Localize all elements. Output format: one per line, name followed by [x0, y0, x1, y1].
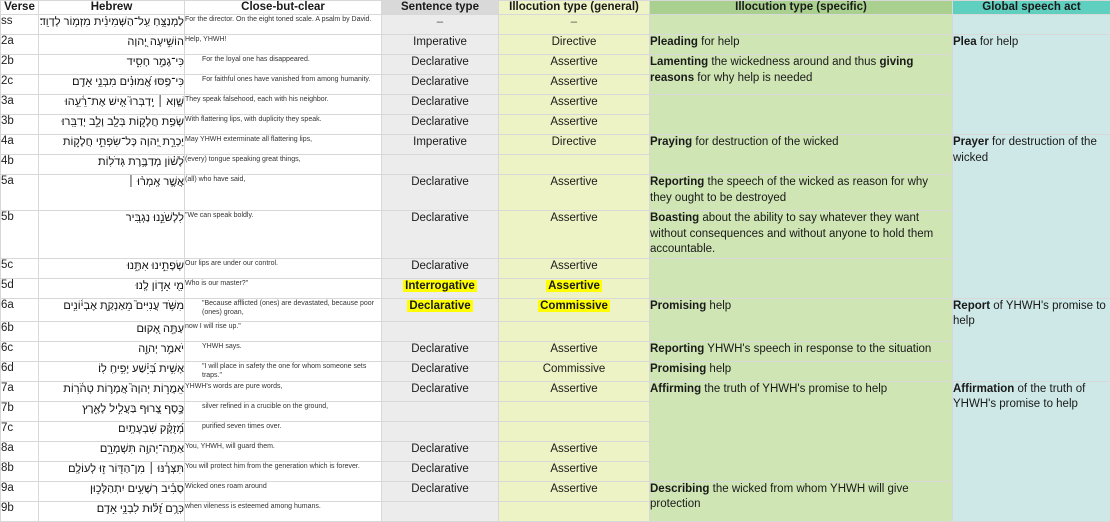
cell-close-but-clear: May YHWH exterminate all flattering lips,	[185, 135, 382, 155]
cell-sentence-type: Declarative	[382, 481, 499, 501]
cell-hebrew: שְׂפַ֥ת חֲלָק֑וֹת בְּלֵ֖ב וָלֵ֣ב יְדַבֵּֽרוּ׃	[39, 115, 185, 135]
cell-close-but-clear: "Because afflicted (ones) are devastated, because poor (ones) groan,	[185, 298, 382, 321]
cell-verse: 7c	[1, 421, 39, 441]
cell-hebrew: מְ֝זֻקָּ֗ק שִׁבְעָתָֽיִם׃	[39, 421, 185, 441]
column-header-close-but-clear: Close-but-clear	[185, 1, 382, 15]
cell-hebrew: סָבִ֗יב רְשָׁעִ֥ים יִתְהַלָּכ֑וּן	[39, 481, 185, 501]
cell-verse: 8a	[1, 441, 39, 461]
cell-illocution-general: Assertive	[499, 381, 650, 401]
table-header	[1, 1, 1110, 15]
header-row	[1, 1, 1110, 15]
cell-hebrew: אָשִׁ֥ית בְּ֝יֵ֗שַׁע יָפִ֥יחַֽ לֽוֹ׃	[39, 361, 185, 381]
cell-illocution-general	[499, 421, 650, 441]
table-row	[1, 135, 1110, 155]
table-row	[1, 175, 1110, 211]
cell-illocution-specific: Affirming the truth of YHWH's promise to help	[650, 381, 953, 481]
column-header-verse: Verse	[1, 1, 39, 15]
table-row	[1, 361, 1110, 381]
cell-global-speech-act: Plea for help	[953, 35, 1110, 135]
cell-hebrew: לַמְנַצֵּ֥חַ עַֽל־הַשְּׁמִינִ֗ית מִזְמ֥וֹר לְדָוִֽד׃	[39, 15, 185, 35]
cell-verse: 5c	[1, 258, 39, 278]
table-body	[1, 15, 1110, 522]
cell-close-but-clear: (all) who have said,	[185, 175, 382, 211]
cell-sentence-type: Declarative	[382, 258, 499, 278]
cell-verse: 9a	[1, 481, 39, 501]
cell-verse: 9b	[1, 501, 39, 521]
cell-illocution-general: Directive	[499, 135, 650, 155]
cell-close-but-clear: Help, YHWH!	[185, 35, 382, 55]
cell-close-but-clear: Our lips are under our control.	[185, 258, 382, 278]
table-row	[1, 95, 1110, 115]
cell-illocution-general: Assertive	[499, 278, 650, 298]
cell-illocution-general: Assertive	[499, 115, 650, 135]
cell-illocution-general: Assertive	[499, 461, 650, 481]
cell-sentence-type: Declarative	[382, 115, 499, 135]
cell-global-speech-act: Prayer for destruction of the wicked	[953, 135, 1110, 299]
cell-verse: 2a	[1, 35, 39, 55]
cell-close-but-clear: For faithful ones have vanished from among humanity.	[185, 75, 382, 95]
cell-verse: 8b	[1, 461, 39, 481]
cell-verse: 5d	[1, 278, 39, 298]
cell-verse: 7b	[1, 401, 39, 421]
cell-illocution-general: –	[499, 15, 650, 35]
cell-hebrew: יֹאמַ֣ר יְהוָ֑ה	[39, 341, 185, 361]
cell-hebrew: שְׂפָתֵ֣ינוּ אִתָּ֑נוּ	[39, 258, 185, 278]
cell-sentence-type: Declarative	[382, 361, 499, 381]
table-row	[1, 35, 1110, 55]
cell-illocution-general: Assertive	[499, 211, 650, 259]
cell-illocution-general: Commissive	[499, 298, 650, 321]
cell-sentence-type: –	[382, 15, 499, 35]
table-row	[1, 211, 1110, 259]
cell-illocution-specific	[650, 258, 953, 298]
cell-sentence-type: Declarative	[382, 461, 499, 481]
cell-hebrew: כִּי־פַ֥סּוּ אֱ֝מוּנִ֗ים מִבְּנֵ֥י אָדָֽם׃	[39, 75, 185, 95]
cell-sentence-type: Declarative	[382, 75, 499, 95]
cell-illocution-specific: Promising help	[650, 298, 953, 341]
cell-verse: 6a	[1, 298, 39, 321]
cell-close-but-clear: now I will rise up."	[185, 321, 382, 341]
cell-verse: 5a	[1, 175, 39, 211]
cell-verse: 7a	[1, 381, 39, 401]
cell-verse: 5b	[1, 211, 39, 259]
cell-hebrew: כְּרֻ֥ם זֻ֝לּ֗וּת לִבְנֵ֥י אָדָֽם׃	[39, 501, 185, 521]
table-row	[1, 341, 1110, 361]
cell-sentence-type	[382, 321, 499, 341]
cell-illocution-specific: Reporting the speech of the wicked as reason for why they ought to be destroyed	[650, 175, 953, 211]
cell-illocution-general: Assertive	[499, 441, 650, 461]
cell-sentence-type	[382, 501, 499, 521]
cell-hebrew: שָׁ֤וְא ׀ יְֽדַבְּרוּ֮ אִ֤ישׁ אֶת־רֵ֫עֵ֥הוּ	[39, 95, 185, 115]
cell-illocution-general	[499, 155, 650, 175]
cell-close-but-clear: Wicked ones roam around	[185, 481, 382, 501]
cell-illocution-specific: Pleading for help	[650, 35, 953, 55]
cell-illocution-general	[499, 501, 650, 521]
cell-global-speech-act	[953, 15, 1110, 35]
cell-close-but-clear: "I will place in safety the one for whom someone sets traps."	[185, 361, 382, 381]
cell-sentence-type: Declarative	[382, 175, 499, 211]
cell-close-but-clear: "We can speak boldly.	[185, 211, 382, 259]
cell-illocution-specific: Boasting about the ability to say whatever they want without consequences and without anyone to hold them accountable.	[650, 211, 953, 259]
column-header-global-speech-act: Global speech act	[953, 1, 1110, 15]
cell-close-but-clear: You will protect him from the generation which is forever.	[185, 461, 382, 481]
cell-illocution-general: Assertive	[499, 481, 650, 501]
column-header-illocution-specific: Illocution type (specific)	[650, 1, 953, 15]
cell-close-but-clear: purified seven times over.	[185, 421, 382, 441]
cell-illocution-general: Assertive	[499, 175, 650, 211]
cell-illocution-specific: Praying for destruction of the wicked	[650, 135, 953, 175]
cell-close-but-clear: They speak falsehood, each with his neighbor.	[185, 95, 382, 115]
cell-close-but-clear: YHWH says.	[185, 341, 382, 361]
cell-global-speech-act: Affirmation of the truth of YHWH's promise to help	[953, 381, 1110, 521]
cell-illocution-specific: Lamenting the wickedness around and thus giving reasons for why help is needed	[650, 55, 953, 95]
cell-illocution-specific	[650, 15, 953, 35]
cell-sentence-type: Interrogative	[382, 278, 499, 298]
cell-illocution-general: Assertive	[499, 258, 650, 278]
cell-sentence-type: Declarative	[382, 441, 499, 461]
cell-sentence-type: Declarative	[382, 298, 499, 321]
column-header-illocution-general: Illocution type (general)	[499, 1, 650, 15]
cell-close-but-clear: (every) tongue speaking great things,	[185, 155, 382, 175]
cell-sentence-type	[382, 401, 499, 421]
cell-hebrew: הוֹשִׁ֣יעָה יְ֭הוָה	[39, 35, 185, 55]
cell-close-but-clear: silver refined in a crucible on the ground,	[185, 401, 382, 421]
column-header-sentence-type: Sentence type	[382, 1, 499, 15]
column-header-hebrew: Hebrew	[39, 1, 185, 15]
cell-verse: 6c	[1, 341, 39, 361]
cell-sentence-type: Declarative	[382, 381, 499, 401]
cell-hebrew: עַתָּ֣ה אָ֭קוּם	[39, 321, 185, 341]
cell-illocution-general: Assertive	[499, 341, 650, 361]
cell-illocution-specific: Reporting YHWH's speech in response to the situation	[650, 341, 953, 361]
cell-verse: 3b	[1, 115, 39, 135]
cell-close-but-clear: when vileness is esteemed among humans.	[185, 501, 382, 521]
cell-hebrew: לָ֝שׁ֗וֹן מְדַבֶּ֥רֶת גְּדֹלֽוֹת׃	[39, 155, 185, 175]
cell-hebrew: לִלְשֹׁנֵ֣נוּ נַגְבִּ֭יר	[39, 211, 185, 259]
cell-close-but-clear: For the loyal one has disappeared.	[185, 55, 382, 75]
cell-hebrew: כֶּ֣סֶף צָ֭רוּף בַּעֲלִ֣יל לָאָ֑רֶץ	[39, 401, 185, 421]
cell-sentence-type	[382, 155, 499, 175]
cell-sentence-type: Declarative	[382, 55, 499, 75]
cell-sentence-type: Declarative	[382, 341, 499, 361]
cell-sentence-type	[382, 421, 499, 441]
cell-close-but-clear: With flattering lips, with duplicity they speak.	[185, 115, 382, 135]
cell-verse: 4a	[1, 135, 39, 155]
cell-verse: 6d	[1, 361, 39, 381]
cell-illocution-general	[499, 401, 650, 421]
table-row	[1, 258, 1110, 278]
table-row	[1, 298, 1110, 321]
cell-verse: 6b	[1, 321, 39, 341]
cell-hebrew: אֲשֶׁ֤ר אָֽמְר֨וּ ׀	[39, 175, 185, 211]
cell-verse: 3a	[1, 95, 39, 115]
cell-illocution-general: Assertive	[499, 55, 650, 75]
cell-illocution-general	[499, 321, 650, 341]
cell-close-but-clear: For the director. On the eight toned scale. A psalm by David.	[185, 15, 382, 35]
cell-hebrew: כִּי־גָמַ֣ר חָסִ֑יד	[39, 55, 185, 75]
cell-hebrew: אִֽמֲר֣וֹת יְהוָה֮ אֲמָר֪וֹת טְהֹ֫ר֥וֹת	[39, 381, 185, 401]
table-row	[1, 55, 1110, 75]
table-row	[1, 481, 1110, 501]
cell-hebrew: יַכְרֵ֣ת יְ֭הוָה כָּל־שִׂפְתֵ֣י חֲלָק֑וֹת	[39, 135, 185, 155]
cell-global-speech-act: Report of YHWH's promise to help	[953, 298, 1110, 381]
cell-illocution-general: Assertive	[499, 95, 650, 115]
cell-verse: 4b	[1, 155, 39, 175]
cell-hebrew: אַתָּֽה־יְהוָ֥ה תִּשְׁמְרֵ֑ם	[39, 441, 185, 461]
cell-sentence-type: Declarative	[382, 95, 499, 115]
cell-illocution-general: Assertive	[499, 75, 650, 95]
cell-hebrew: מִשֹּׁ֥ד עֲנִיִּים֮ מֵאַנְקַ֪ת אֶבְי֫וֹנִ֥ים	[39, 298, 185, 321]
table-row	[1, 381, 1110, 401]
cell-verse: ss	[1, 15, 39, 35]
cell-hebrew: תִּצְּרֶ֓נּוּ ׀ מִן־הַדּ֖וֹר ז֣וּ לְעוֹלָֽם׃	[39, 461, 185, 481]
cell-illocution-general: Directive	[499, 35, 650, 55]
cell-close-but-clear: Who is our master?"	[185, 278, 382, 298]
cell-hebrew: מִ֖י אָד֣וֹן לָֽנוּ׃	[39, 278, 185, 298]
cell-sentence-type: Imperative	[382, 35, 499, 55]
cell-illocution-general: Commissive	[499, 361, 650, 381]
cell-verse: 2c	[1, 75, 39, 95]
cell-close-but-clear: You, YHWH, will guard them.	[185, 441, 382, 461]
cell-illocution-specific: Promising help	[650, 361, 953, 381]
cell-illocution-specific	[650, 95, 953, 135]
cell-sentence-type: Imperative	[382, 135, 499, 155]
cell-illocution-specific: Describing the wicked from whom YHWH will give protection	[650, 481, 953, 521]
table-row	[1, 15, 1110, 35]
cell-sentence-type: Declarative	[382, 211, 499, 259]
cell-close-but-clear: YHWH's words are pure words,	[185, 381, 382, 401]
cell-verse: 2b	[1, 55, 39, 75]
